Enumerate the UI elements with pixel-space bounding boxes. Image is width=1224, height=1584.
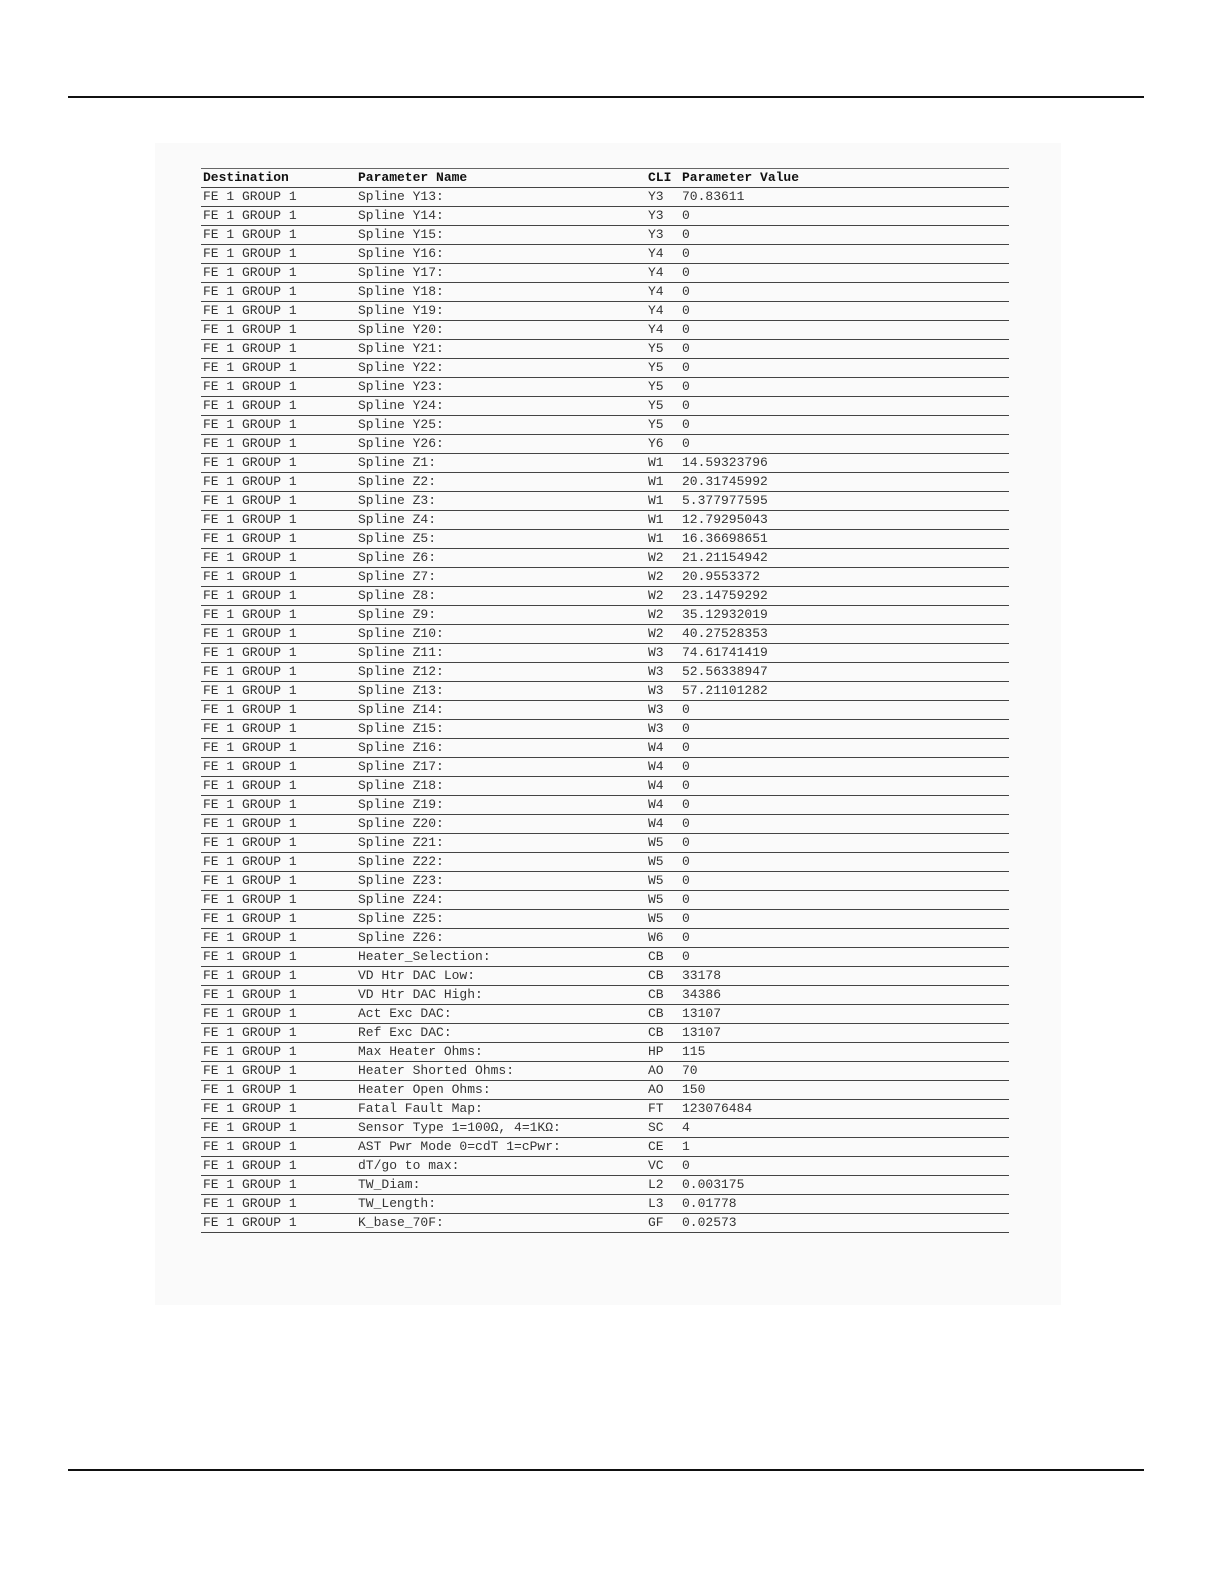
- table-row: [201, 321, 1009, 340]
- cli-cell: CB: [646, 948, 680, 967]
- table-row: [201, 473, 1009, 492]
- destination-cell: FE 1 GROUP 1: [201, 682, 356, 701]
- table-row: [201, 340, 1009, 359]
- parameter-name-cell: Spline Y18:: [356, 283, 646, 302]
- parameter-value-cell: 0: [680, 720, 1009, 739]
- parameter-name-cell: Spline Z23:: [356, 872, 646, 891]
- parameter-name-cell: Spline Z19:: [356, 796, 646, 815]
- parameter-value-cell: 0: [680, 207, 1009, 226]
- cli-cell: Y5: [646, 397, 680, 416]
- table-body: [201, 188, 1009, 1233]
- cli-cell: Y4: [646, 321, 680, 340]
- parameter-value-cell: 0: [680, 739, 1009, 758]
- table-row: [201, 587, 1009, 606]
- cli-cell: W4: [646, 777, 680, 796]
- destination-cell: FE 1 GROUP 1: [201, 1214, 356, 1233]
- parameter-value-cell: 0: [680, 359, 1009, 378]
- cli-cell: Y5: [646, 340, 680, 359]
- parameter-name-cell: Spline Y21:: [356, 340, 646, 359]
- cli-cell: Y4: [646, 283, 680, 302]
- cli-cell: L3: [646, 1195, 680, 1214]
- table-row: [201, 1081, 1009, 1100]
- parameter-value-cell: 13107: [680, 1024, 1009, 1043]
- parameter-name-cell: dT/go to max:: [356, 1157, 646, 1176]
- cli-cell: Y5: [646, 359, 680, 378]
- cli-cell: Y5: [646, 378, 680, 397]
- parameter-value-cell: 57.21101282: [680, 682, 1009, 701]
- parameter-value-cell: 21.21154942: [680, 549, 1009, 568]
- table-row: [201, 226, 1009, 245]
- cli-cell: W1: [646, 511, 680, 530]
- table-row: [201, 283, 1009, 302]
- cli-cell: W2: [646, 549, 680, 568]
- parameter-value-cell: 70.83611: [680, 188, 1009, 207]
- parameter-name-cell: Heater Open Ohms:: [356, 1081, 646, 1100]
- parameter-value-cell: 0: [680, 1157, 1009, 1176]
- table-row: [201, 986, 1009, 1005]
- destination-cell: FE 1 GROUP 1: [201, 492, 356, 511]
- parameter-name-cell: TW_Diam:: [356, 1176, 646, 1195]
- cli-cell: CE: [646, 1138, 680, 1157]
- parameter-name-cell: Max Heater Ohms:: [356, 1043, 646, 1062]
- parameter-value-cell: 40.27528353: [680, 625, 1009, 644]
- table-row: [201, 568, 1009, 587]
- parameter-name-cell: Spline Z16:: [356, 739, 646, 758]
- table-row: [201, 891, 1009, 910]
- parameter-name-cell: Spline Z17:: [356, 758, 646, 777]
- parameter-name-cell: Spline Z2:: [356, 473, 646, 492]
- cli-cell: SC: [646, 1119, 680, 1138]
- destination-cell: FE 1 GROUP 1: [201, 701, 356, 720]
- parameter-name-cell: Spline Y16:: [356, 245, 646, 264]
- parameter-name-cell: Spline Z21:: [356, 834, 646, 853]
- cli-cell: AO: [646, 1081, 680, 1100]
- destination-cell: FE 1 GROUP 1: [201, 454, 356, 473]
- column-header-parameter-name: Parameter Name: [356, 169, 646, 188]
- table-row: [201, 1024, 1009, 1043]
- table-row: [201, 378, 1009, 397]
- cli-cell: W3: [646, 644, 680, 663]
- parameter-value-cell: 0: [680, 264, 1009, 283]
- cli-cell: W3: [646, 663, 680, 682]
- footer-rule: [68, 1469, 1144, 1471]
- cli-cell: W4: [646, 796, 680, 815]
- destination-cell: FE 1 GROUP 1: [201, 644, 356, 663]
- cli-cell: W3: [646, 720, 680, 739]
- parameter-value-cell: 0: [680, 321, 1009, 340]
- table-row: [201, 492, 1009, 511]
- cli-cell: W1: [646, 473, 680, 492]
- cli-cell: FT: [646, 1100, 680, 1119]
- destination-cell: FE 1 GROUP 1: [201, 834, 356, 853]
- destination-cell: FE 1 GROUP 1: [201, 1081, 356, 1100]
- table-row: [201, 435, 1009, 454]
- parameter-name-cell: Spline Z8:: [356, 587, 646, 606]
- table-row: [201, 758, 1009, 777]
- parameter-name-cell: Spline Y25:: [356, 416, 646, 435]
- destination-cell: FE 1 GROUP 1: [201, 321, 356, 340]
- destination-cell: FE 1 GROUP 1: [201, 1176, 356, 1195]
- table-row: [201, 853, 1009, 872]
- destination-cell: FE 1 GROUP 1: [201, 568, 356, 587]
- table-row: [201, 796, 1009, 815]
- cli-cell: W1: [646, 492, 680, 511]
- table-row: [201, 1119, 1009, 1138]
- parameter-value-cell: 74.61741419: [680, 644, 1009, 663]
- destination-cell: FE 1 GROUP 1: [201, 264, 356, 283]
- parameter-name-cell: Spline Y26:: [356, 435, 646, 454]
- parameter-name-cell: Spline Z11:: [356, 644, 646, 663]
- parameter-value-cell: 0: [680, 701, 1009, 720]
- parameter-value-cell: 5.377977595: [680, 492, 1009, 511]
- destination-cell: FE 1 GROUP 1: [201, 739, 356, 758]
- parameter-name-cell: Spline Z12:: [356, 663, 646, 682]
- cli-cell: HP: [646, 1043, 680, 1062]
- parameter-name-cell: AST Pwr Mode 0=cdT 1=cPwr:: [356, 1138, 646, 1157]
- table-row: [201, 1100, 1009, 1119]
- parameter-name-cell: Spline Y24:: [356, 397, 646, 416]
- destination-cell: FE 1 GROUP 1: [201, 1005, 356, 1024]
- destination-cell: FE 1 GROUP 1: [201, 188, 356, 207]
- destination-cell: FE 1 GROUP 1: [201, 587, 356, 606]
- parameter-value-cell: 150: [680, 1081, 1009, 1100]
- parameter-name-cell: Act Exc DAC:: [356, 1005, 646, 1024]
- table-row: [201, 264, 1009, 283]
- destination-cell: FE 1 GROUP 1: [201, 226, 356, 245]
- parameter-value-cell: 0: [680, 948, 1009, 967]
- destination-cell: FE 1 GROUP 1: [201, 397, 356, 416]
- parameter-value-cell: 23.14759292: [680, 587, 1009, 606]
- table-row: [201, 1043, 1009, 1062]
- cli-cell: CB: [646, 986, 680, 1005]
- destination-cell: FE 1 GROUP 1: [201, 549, 356, 568]
- destination-cell: FE 1 GROUP 1: [201, 815, 356, 834]
- parameter-name-cell: Sensor Type 1=100Ω, 4=1KΩ:: [356, 1119, 646, 1138]
- cli-cell: W5: [646, 853, 680, 872]
- table-row: [201, 1176, 1009, 1195]
- parameter-name-cell: Ref Exc DAC:: [356, 1024, 646, 1043]
- destination-cell: FE 1 GROUP 1: [201, 986, 356, 1005]
- parameter-name-cell: Spline Z9:: [356, 606, 646, 625]
- table-row: [201, 644, 1009, 663]
- cli-cell: Y4: [646, 302, 680, 321]
- destination-cell: FE 1 GROUP 1: [201, 758, 356, 777]
- parameter-name-cell: Spline Z26:: [356, 929, 646, 948]
- parameter-value-cell: 0: [680, 435, 1009, 454]
- destination-cell: FE 1 GROUP 1: [201, 245, 356, 264]
- table-row: [201, 967, 1009, 986]
- parameter-value-cell: 70: [680, 1062, 1009, 1081]
- cli-cell: W2: [646, 625, 680, 644]
- destination-cell: FE 1 GROUP 1: [201, 853, 356, 872]
- table-row: [201, 777, 1009, 796]
- destination-cell: FE 1 GROUP 1: [201, 948, 356, 967]
- cli-cell: Y4: [646, 264, 680, 283]
- table-row: [201, 929, 1009, 948]
- destination-cell: FE 1 GROUP 1: [201, 910, 356, 929]
- parameter-value-cell: 35.12932019: [680, 606, 1009, 625]
- destination-cell: FE 1 GROUP 1: [201, 283, 356, 302]
- cli-cell: Y4: [646, 245, 680, 264]
- parameter-value-cell: 16.36698651: [680, 530, 1009, 549]
- parameter-name-cell: Spline Y20:: [356, 321, 646, 340]
- table-row: [201, 701, 1009, 720]
- parameter-value-cell: 0: [680, 226, 1009, 245]
- parameter-value-cell: 115: [680, 1043, 1009, 1062]
- parameter-table: [201, 168, 1009, 1233]
- parameter-value-cell: 13107: [680, 1005, 1009, 1024]
- parameter-value-cell: 0: [680, 796, 1009, 815]
- table-row: [201, 1138, 1009, 1157]
- cli-cell: CB: [646, 967, 680, 986]
- parameter-value-cell: 1: [680, 1138, 1009, 1157]
- parameter-value-cell: 0: [680, 872, 1009, 891]
- parameter-name-cell: Spline Z18:: [356, 777, 646, 796]
- table-row: [201, 663, 1009, 682]
- cli-cell: Y5: [646, 416, 680, 435]
- parameter-name-cell: Spline Z7:: [356, 568, 646, 587]
- parameter-value-cell: 0: [680, 302, 1009, 321]
- destination-cell: FE 1 GROUP 1: [201, 378, 356, 397]
- destination-cell: FE 1 GROUP 1: [201, 359, 356, 378]
- destination-cell: FE 1 GROUP 1: [201, 1024, 356, 1043]
- table-row: [201, 397, 1009, 416]
- parameter-value-cell: 0.003175: [680, 1176, 1009, 1195]
- cli-cell: W5: [646, 834, 680, 853]
- table-row: [201, 549, 1009, 568]
- cli-cell: W3: [646, 701, 680, 720]
- cli-cell: W5: [646, 910, 680, 929]
- parameter-value-cell: 0: [680, 910, 1009, 929]
- cli-cell: Y3: [646, 226, 680, 245]
- table-row: [201, 815, 1009, 834]
- cli-cell: W3: [646, 682, 680, 701]
- destination-cell: FE 1 GROUP 1: [201, 1100, 356, 1119]
- table-row: [201, 530, 1009, 549]
- parameter-value-cell: 20.31745992: [680, 473, 1009, 492]
- parameter-name-cell: Spline Y22:: [356, 359, 646, 378]
- cli-cell: L2: [646, 1176, 680, 1195]
- cli-cell: W4: [646, 758, 680, 777]
- parameter-value-cell: 0: [680, 891, 1009, 910]
- parameter-value-cell: 0: [680, 929, 1009, 948]
- destination-cell: FE 1 GROUP 1: [201, 435, 356, 454]
- parameter-name-cell: Spline Z4:: [356, 511, 646, 530]
- parameter-name-cell: Spline Z10:: [356, 625, 646, 644]
- parameter-value-cell: 0: [680, 777, 1009, 796]
- parameter-name-cell: Spline Z5:: [356, 530, 646, 549]
- cli-cell: W1: [646, 454, 680, 473]
- table-row: [201, 1005, 1009, 1024]
- column-header-parameter-value: Parameter Value: [680, 169, 1009, 188]
- destination-cell: FE 1 GROUP 1: [201, 416, 356, 435]
- parameter-value-cell: 20.9553372: [680, 568, 1009, 587]
- destination-cell: FE 1 GROUP 1: [201, 929, 356, 948]
- parameter-value-cell: 0: [680, 378, 1009, 397]
- parameter-name-cell: Spline Z1:: [356, 454, 646, 473]
- parameter-name-cell: VD Htr DAC High:: [356, 986, 646, 1005]
- table-row: [201, 682, 1009, 701]
- destination-cell: FE 1 GROUP 1: [201, 302, 356, 321]
- parameter-name-cell: VD Htr DAC Low:: [356, 967, 646, 986]
- parameter-value-cell: 4: [680, 1119, 1009, 1138]
- parameter-name-cell: Spline Z22:: [356, 853, 646, 872]
- parameter-name-cell: Spline Y23:: [356, 378, 646, 397]
- table-row: [201, 948, 1009, 967]
- destination-cell: FE 1 GROUP 1: [201, 663, 356, 682]
- parameter-name-cell: Spline Z25:: [356, 910, 646, 929]
- destination-cell: FE 1 GROUP 1: [201, 530, 356, 549]
- cli-cell: W1: [646, 530, 680, 549]
- parameter-value-cell: 0: [680, 245, 1009, 264]
- cli-cell: W4: [646, 739, 680, 758]
- parameter-name-cell: Spline Z15:: [356, 720, 646, 739]
- destination-cell: FE 1 GROUP 1: [201, 872, 356, 891]
- table-row: [201, 1214, 1009, 1233]
- destination-cell: FE 1 GROUP 1: [201, 1157, 356, 1176]
- destination-cell: FE 1 GROUP 1: [201, 1043, 356, 1062]
- parameter-name-cell: Spline Y15:: [356, 226, 646, 245]
- table-row: [201, 302, 1009, 321]
- parameter-value-cell: 0.02573: [680, 1214, 1009, 1233]
- parameter-name-cell: Spline Y13:: [356, 188, 646, 207]
- destination-cell: FE 1 GROUP 1: [201, 777, 356, 796]
- destination-cell: FE 1 GROUP 1: [201, 1119, 356, 1138]
- table-row: [201, 188, 1009, 207]
- cli-cell: VC: [646, 1157, 680, 1176]
- table-row: [201, 834, 1009, 853]
- parameter-name-cell: Fatal Fault Map:: [356, 1100, 646, 1119]
- parameter-name-cell: Spline Z3:: [356, 492, 646, 511]
- table-row: [201, 739, 1009, 758]
- parameter-value-cell: 0: [680, 853, 1009, 872]
- cli-cell: W5: [646, 891, 680, 910]
- destination-cell: FE 1 GROUP 1: [201, 1195, 356, 1214]
- table-row: [201, 910, 1009, 929]
- cli-cell: W2: [646, 587, 680, 606]
- destination-cell: FE 1 GROUP 1: [201, 967, 356, 986]
- destination-cell: FE 1 GROUP 1: [201, 796, 356, 815]
- cli-cell: W5: [646, 872, 680, 891]
- table-row: [201, 720, 1009, 739]
- column-header-destination: Destination: [201, 169, 356, 188]
- table-row: [201, 1195, 1009, 1214]
- cli-cell: CB: [646, 1024, 680, 1043]
- cli-cell: Y3: [646, 207, 680, 226]
- parameter-name-cell: K_base_70F:: [356, 1214, 646, 1233]
- parameter-value-cell: 14.59323796: [680, 454, 1009, 473]
- destination-cell: FE 1 GROUP 1: [201, 606, 356, 625]
- destination-cell: FE 1 GROUP 1: [201, 511, 356, 530]
- table-row: [201, 606, 1009, 625]
- parameter-name-cell: Heater Shorted Ohms:: [356, 1062, 646, 1081]
- parameter-value-cell: 0: [680, 416, 1009, 435]
- table-header-row: [201, 169, 1009, 188]
- parameter-value-cell: 0: [680, 815, 1009, 834]
- cli-cell: W2: [646, 606, 680, 625]
- parameter-name-cell: Spline Z13:: [356, 682, 646, 701]
- parameter-value-cell: 123076484: [680, 1100, 1009, 1119]
- destination-cell: FE 1 GROUP 1: [201, 473, 356, 492]
- table-row: [201, 1157, 1009, 1176]
- parameter-value-cell: 34386: [680, 986, 1009, 1005]
- cli-cell: W4: [646, 815, 680, 834]
- column-header-cli: CLI: [646, 169, 680, 188]
- header-rule: [68, 96, 1144, 98]
- destination-cell: FE 1 GROUP 1: [201, 340, 356, 359]
- table-row: [201, 625, 1009, 644]
- destination-cell: FE 1 GROUP 1: [201, 207, 356, 226]
- cli-cell: W2: [646, 568, 680, 587]
- parameter-name-cell: Spline Y19:: [356, 302, 646, 321]
- destination-cell: FE 1 GROUP 1: [201, 1062, 356, 1081]
- table-row: [201, 207, 1009, 226]
- cli-cell: W6: [646, 929, 680, 948]
- parameter-name-cell: Spline Z14:: [356, 701, 646, 720]
- table-row: [201, 1062, 1009, 1081]
- destination-cell: FE 1 GROUP 1: [201, 1138, 356, 1157]
- table-row: [201, 359, 1009, 378]
- parameter-value-cell: 33178: [680, 967, 1009, 986]
- destination-cell: FE 1 GROUP 1: [201, 891, 356, 910]
- parameter-value-cell: 0: [680, 397, 1009, 416]
- cli-cell: AO: [646, 1062, 680, 1081]
- table-row: [201, 245, 1009, 264]
- cli-cell: Y3: [646, 188, 680, 207]
- parameter-name-cell: TW_Length:: [356, 1195, 646, 1214]
- parameter-value-cell: 0: [680, 340, 1009, 359]
- parameter-value-cell: 52.56338947: [680, 663, 1009, 682]
- table-row: [201, 454, 1009, 473]
- table-row: [201, 511, 1009, 530]
- parameter-value-cell: 0: [680, 834, 1009, 853]
- cli-cell: CB: [646, 1005, 680, 1024]
- parameter-name-cell: Heater_Selection:: [356, 948, 646, 967]
- parameter-name-cell: Spline Z24:: [356, 891, 646, 910]
- parameter-name-cell: Spline Z6:: [356, 549, 646, 568]
- table-row: [201, 872, 1009, 891]
- parameter-value-cell: 0.01778: [680, 1195, 1009, 1214]
- parameter-value-cell: 0: [680, 758, 1009, 777]
- destination-cell: FE 1 GROUP 1: [201, 625, 356, 644]
- parameter-name-cell: Spline Y17:: [356, 264, 646, 283]
- parameter-name-cell: Spline Y14:: [356, 207, 646, 226]
- cli-cell: Y6: [646, 435, 680, 454]
- parameter-name-cell: Spline Z20:: [356, 815, 646, 834]
- destination-cell: FE 1 GROUP 1: [201, 720, 356, 739]
- table-row: [201, 416, 1009, 435]
- parameter-value-cell: 12.79295043: [680, 511, 1009, 530]
- parameter-value-cell: 0: [680, 283, 1009, 302]
- cli-cell: GF: [646, 1214, 680, 1233]
